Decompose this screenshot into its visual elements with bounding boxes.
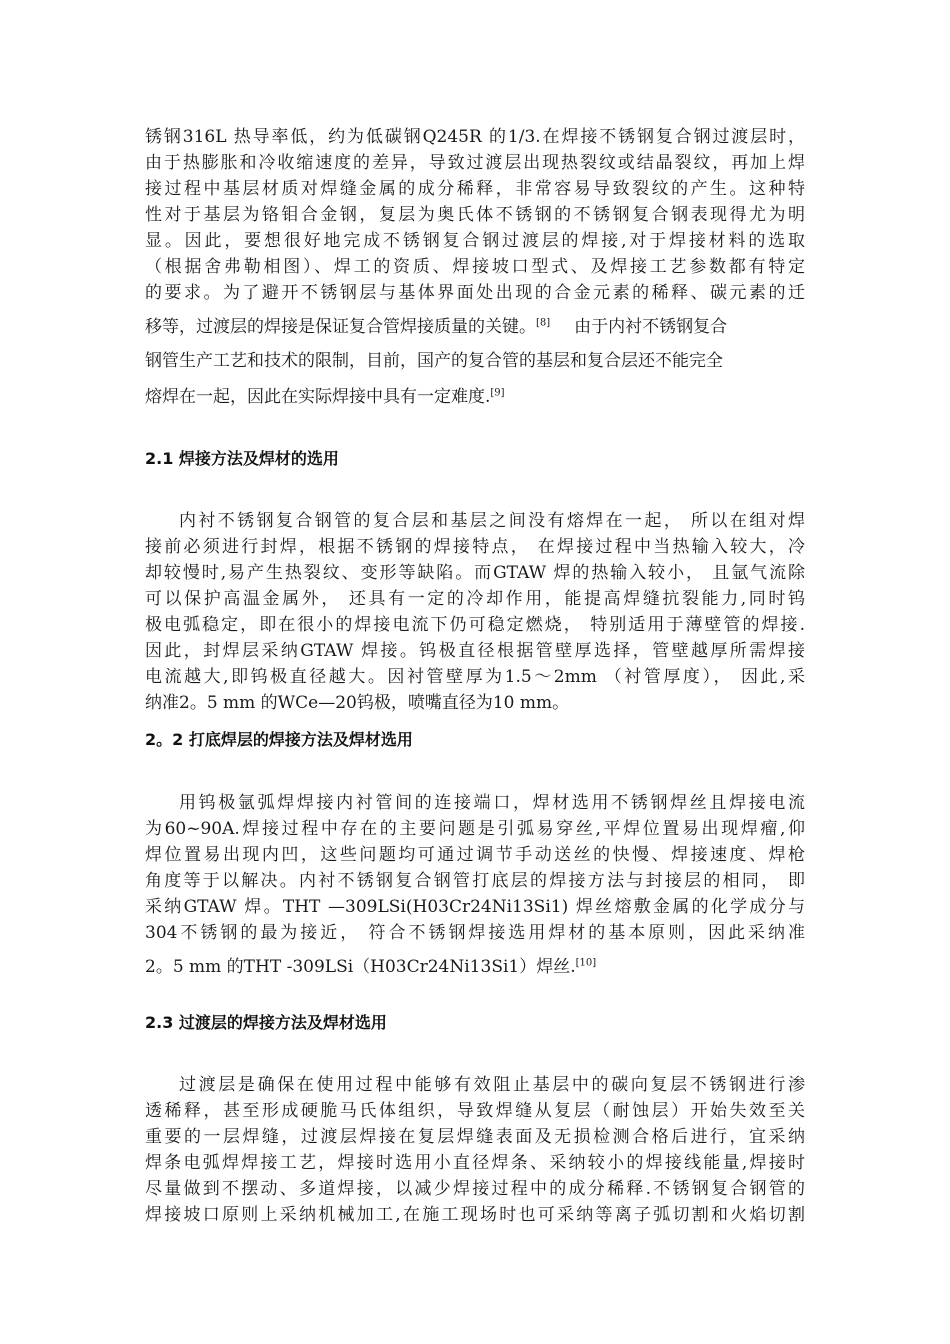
text-line: 因此，封焊层采纳GTAW 焊接。钨极直径根据管壁厚选择，管壁越厚所需焊接 (145, 641, 805, 661)
text-line: 尽量做到不摆动、多道焊接，以减少焊接过程中的成分稀释.不锈钢复合钢管的 (145, 1179, 805, 1199)
text-line: 可以保护高温金属外， 还具有一定的冷却作用，能提高焊缝抗裂能力,同时钨 (145, 589, 805, 609)
text-line: 透稀释，甚至形成硬脆马氏体组织，导致焊缝从复层（耐蚀层）开始失效至关 (145, 1101, 805, 1121)
text-line: 304不锈钢的最为接近， 符合不锈钢焊接选用焊材的基本原则，因此采纳准 (145, 923, 805, 943)
citation-ref: [10] (575, 957, 597, 969)
text-line: 为60~90A.焊接过程中存在的主要问题是引弧易穿丝,平焊位置易出现焊瘤,仰 (145, 819, 805, 839)
text-line: 纳准2。5 mm 的WCe—20钨极，喷嘴直径为10 mm。 (145, 693, 570, 713)
text-line: 焊条电弧焊焊接工艺，焊接时选用小直径焊条、采纳较小的焊接线能量,焊接时 (145, 1153, 805, 1173)
text-line: 重要的一层焊缝，过渡层焊接在复层焊缝表面及无损检测合格后进行，宜采纳 (145, 1127, 805, 1147)
text-line: 锈钢316L 热导率低，约为低碳钢Q245R 的1/3.在焊接不锈钢复合钢过渡层时， (145, 127, 805, 147)
text-line: 却较慢时,易产生热裂纹、变形等缺陷。而GTAW 焊的热输入较小， 且氩气流除 (145, 563, 805, 583)
text-line: 内衬不锈钢复合钢管的复合层和基层之间没有熔焊在一起， 所以在组对焊 (179, 511, 805, 531)
text-line: 过渡层是确保在使用过程中能够有效阻止基层中的碳向复层不锈钢进行渗 (179, 1075, 805, 1095)
text-line: （根据舍弗勒相图）、焊工的资质、焊接坡口型式、及焊接工艺参数都有特定 (145, 257, 805, 277)
text-line: 接过程中基层材质对焊缝金属的成分稀释，非常容易导致裂纹的产生。这种特 (145, 179, 805, 199)
text-span: 移等，过渡层的焊接是保证复合管焊接质量的关键。 (145, 317, 536, 337)
text-line: 性对于基层为铬钼合金钢，复层为奥氏体不锈钢的不锈钢复合钢表现得尤为明 (145, 205, 805, 225)
text-line (145, 954, 805, 980)
text-line (145, 384, 805, 410)
text-line: 用钨极氩弧焊焊接内衬管间的连接端口，焊材选用不锈钢焊丝且焊接电流 (179, 793, 805, 813)
text-span: 熔焊在一起，因此在实际焊接中具有一定难度. (145, 387, 491, 407)
section-heading-2-3: 2.3 过渡层的焊接方法及焊材选用 (145, 1013, 387, 1032)
text-line: 接前必须进行封焊，根据不锈钢的焊接特点， 在焊接过程中当热输入较大，冷 (145, 537, 805, 557)
section-heading-2-1: 2.1 焊接方法及焊材的选用 (145, 449, 339, 468)
text-line: 角度等于以解决。内衬不锈钢复合钢管打底层的焊接方法与封接层的相同， 即 (145, 871, 805, 891)
text-line: 显。因此，要想很好地完成不锈钢复合钢过渡层的焊接,对于焊接材料的选取 (145, 231, 805, 251)
text-line: 采纳GTAW 焊。THT —309LSi(H03Cr24Ni13Si1) 焊丝熔敷金属的化学成分与 (145, 897, 805, 917)
text-line: 由于热膨胀和冷收缩速度的差异，导致过渡层出现热裂纹或结晶裂纹，再加上焊 (145, 153, 805, 173)
text-line: 焊位置易出现内凹，这些问题均可通过调节手动送丝的快慢、焊接速度、焊枪 (145, 845, 805, 865)
citation-ref: [8] (536, 317, 551, 329)
text-line: 电流越大,即钨极直径越大。因衬管壁厚为1.5～2mm （衬管厚度）， 因此,采 (145, 667, 805, 687)
text-line: 钢管生产工艺和技术的限制，目前，国产的复合管的基层和复合层还不能完全 (145, 351, 723, 371)
text-line: 焊接坡口原则上采纳机械加工,在施工现场时也可采纳等离子弧切割和火焰切割 (145, 1205, 805, 1225)
section-heading-2-2: 2。2 打底焊层的焊接方法及焊材选用 (145, 730, 413, 749)
text-span: 由于内衬不锈钢复合 (574, 317, 728, 337)
text-span: 2。5 mm 的THT -309LSi（H03Cr24Ni13Si1）焊丝. (145, 957, 576, 977)
text-line (145, 314, 805, 340)
text-line: 极电弧稳定，即在很小的焊接电流下仍可稳定燃烧， 特别适用于薄壁管的焊接. (145, 615, 805, 635)
text-line: 的要求。为了避开不锈钢层与基体界面处出现的合金元素的稀释、碳元素的迁 (145, 283, 805, 303)
citation-ref: [9] (490, 387, 505, 399)
